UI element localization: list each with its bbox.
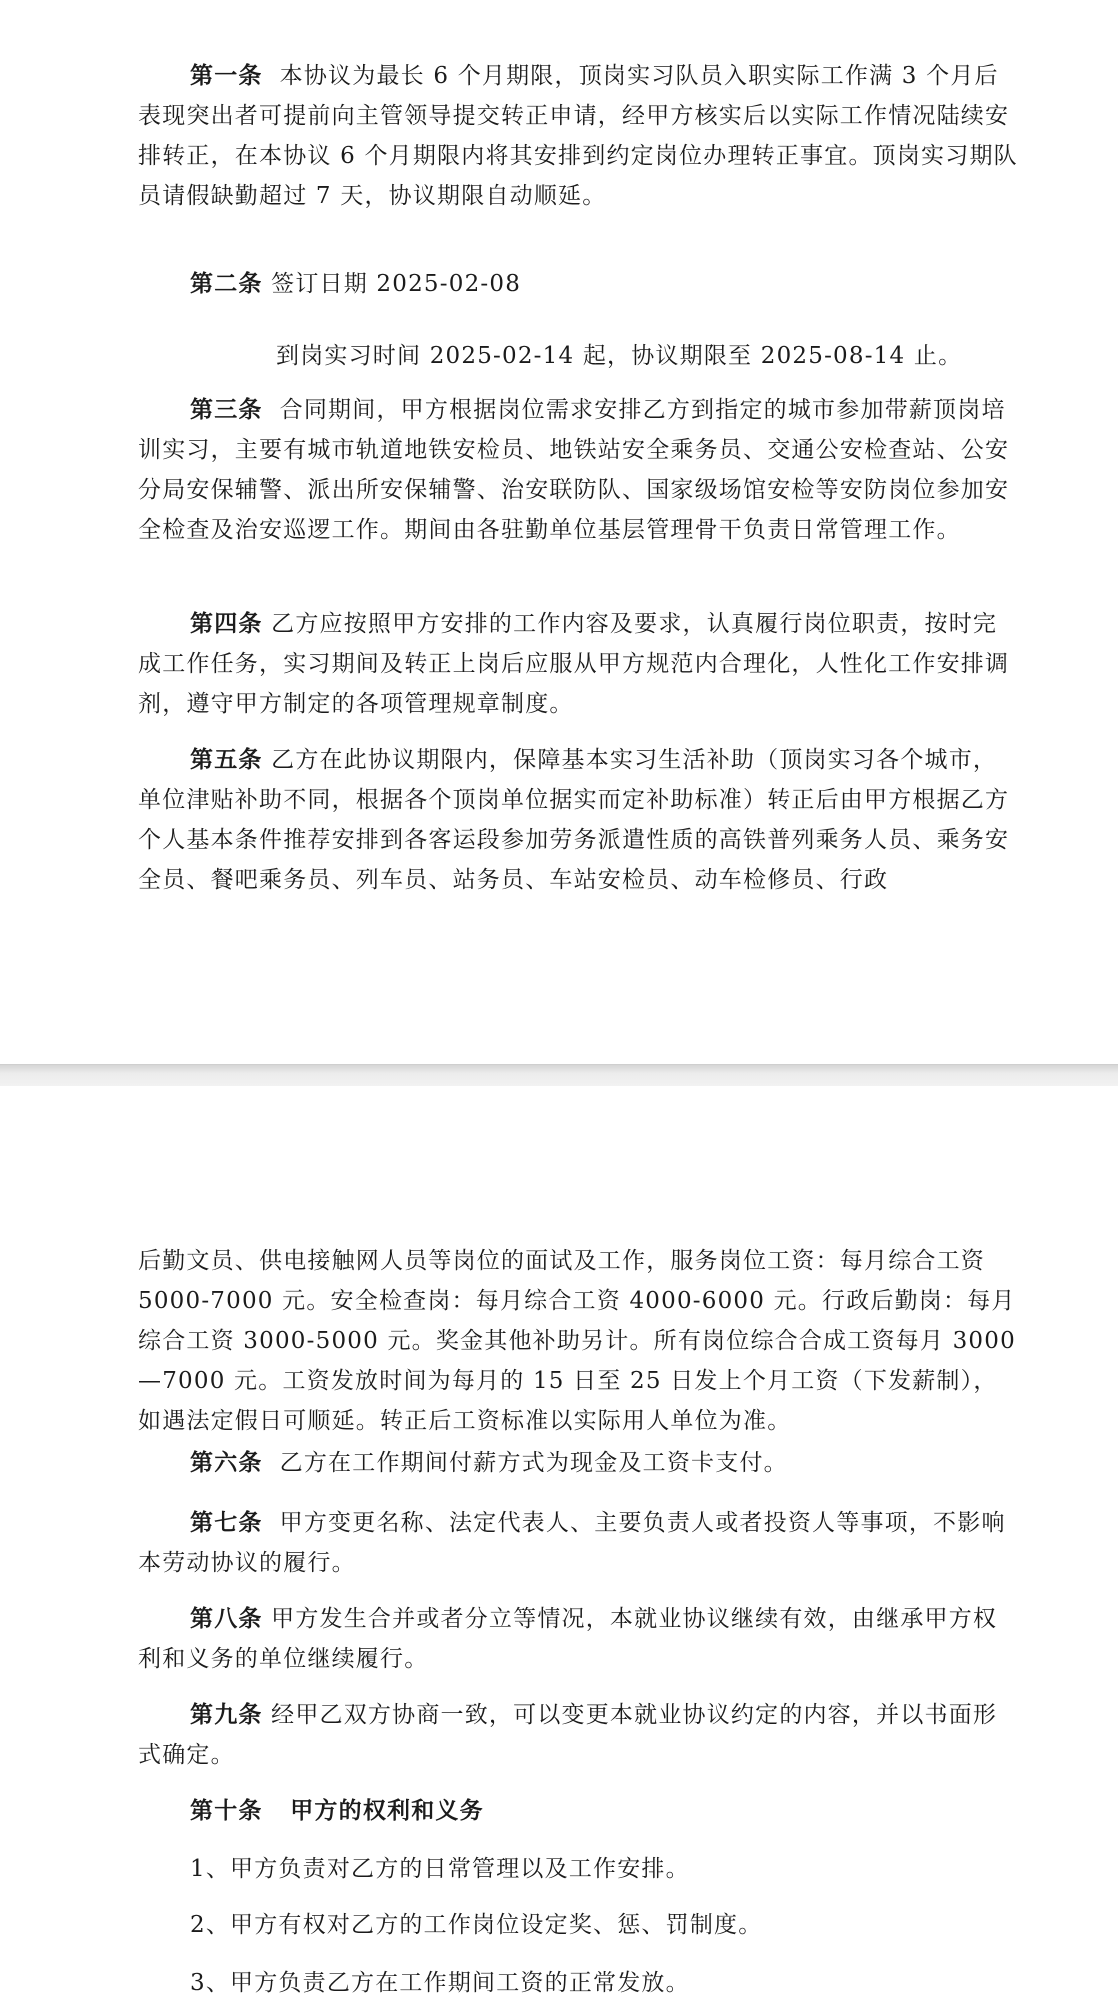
- article-6-body: 乙方在工作期间付薪方式为现金及工资卡支付。: [279, 1450, 788, 1476]
- article-3: [138, 390, 1018, 550]
- article-10-item-2: [138, 1905, 1018, 1945]
- article-8: [138, 1599, 1018, 1679]
- article-1-label: 第一条: [190, 62, 263, 89]
- article-8-body: 甲方发生合并或者分立等情况，本就业协议继续有效，由继承甲方权利和义务的单位继续履行。: [138, 1606, 998, 1672]
- article-10-title: 甲方的权利和义务: [290, 1797, 484, 1824]
- article-10-item-3: [138, 1963, 1018, 2003]
- article-5-body: 乙方在此协议期限内，保障基本实习生活补助（顶岗实习各个城市，单位津贴补助不同，根据各个顶岗单位据实而定补助标准）转正后由甲方根据乙方个人基本条件推荐安排到各客运段参加劳务派遣性质的高铁普列乘务人员、乘务安全员、餐吧乘务员、列车员、站务员、车站安检员、动车检修员、行政: [138, 747, 1010, 893]
- article-5-continued-text: 后勤文员、供电接触网人员等岗位的面试及工作，服务岗位工资：每月综合工资 5000-7000 元。安全检查岗：每月综合工资 4000-6000 元。行政后勤岗：每月综合工资 3000-5000 元。奖金其他补助另计。所有岗位综合合成工资每月 3000—7000 元。工资发放时间为每月的 15 日至 25 日发上个月工资（下发薪制），如遇法定假日可顺延。转正后工资标准以实际用人单位为准。: [138, 1248, 1016, 1434]
- article-4-body: 乙方应按照甲方安排的工作内容及要求，认真履行岗位职责，按时完成工作任务，实习期间及转正上岗后应服从甲方规范内合理化，人性化工作安排调剂，遵守甲方制定的各项管理规章制度。: [138, 611, 1010, 717]
- article-5-continued: [138, 1241, 1018, 1441]
- article-2-dates: 到岗实习时间 2025-02-14 起，协议期限至 2025-08-14 止。: [276, 343, 963, 369]
- article-1-body: 本协议为最长 6 个月期限，顶岗实习队员入职实际工作满 3 个月后表现突出者可提前向主管领导提交转正申请，经甲方核实后以实际工作情况陆续安排转正，在本协议 6 个月期限内将其安排到约定岗位办理转正事宜。顶岗实习期队员请假缺勤超过 7 天，协议期限自动顺延。: [138, 63, 1018, 209]
- article-4: [138, 604, 1018, 724]
- article-3-body: 合同期间，甲方根据岗位需求安排乙方到指定的城市参加带薪顶岗培训实习，主要有城市轨道地铁安检员、地铁站安全乘务员、交通公安检查站、公安分局安保辅警、派出所安保辅警、治安联防队、国家级场馆安检等安防岗位参加安全检查及治安巡逻工作。期间由各驻勤单位基层管理骨干负责日常管理工作。: [138, 397, 1010, 543]
- article-9: [138, 1695, 1018, 1775]
- article-6-label: 第六条: [190, 1449, 263, 1476]
- list-item: 1、甲方负责对乙方的日常管理以及工作安排。: [190, 1856, 690, 1882]
- article-7-body: 甲方变更名称、法定代表人、主要负责人或者投资人等事项，不影响本劳动协议的履行。: [138, 1510, 1006, 1576]
- article-2-body: 签订日期 2025-02-08: [271, 271, 522, 297]
- article-9-body: 经甲乙双方协商一致，可以变更本就业协议约定的内容，并以书面形式确定。: [138, 1702, 998, 1768]
- article-8-label: 第八条: [190, 1605, 263, 1632]
- article-1: [138, 56, 1018, 216]
- article-10-item-1: [138, 1849, 1018, 1889]
- article-5-label: 第五条: [190, 746, 263, 773]
- article-10-label: 第十条: [190, 1797, 263, 1824]
- article-5: [138, 740, 1018, 900]
- article-7-label: 第七条: [190, 1509, 263, 1536]
- article-9-label: 第九条: [190, 1701, 263, 1728]
- list-item: 2、甲方有权对乙方的工作岗位设定奖、惩、罚制度。: [190, 1912, 763, 1938]
- article-10-heading: [138, 1791, 1018, 1831]
- article-2-label: 第二条: [190, 270, 263, 297]
- list-item: 3、甲方负责乙方在工作期间工资的正常发放。: [190, 1970, 690, 1996]
- article-4-label: 第四条: [190, 610, 263, 637]
- article-7: [138, 1503, 1018, 1583]
- page-separator: [0, 1064, 1118, 1086]
- article-6: [138, 1443, 1018, 1483]
- article-2-extra: [138, 336, 1018, 376]
- article-2: [138, 264, 1018, 304]
- article-3-label: 第三条: [190, 396, 263, 423]
